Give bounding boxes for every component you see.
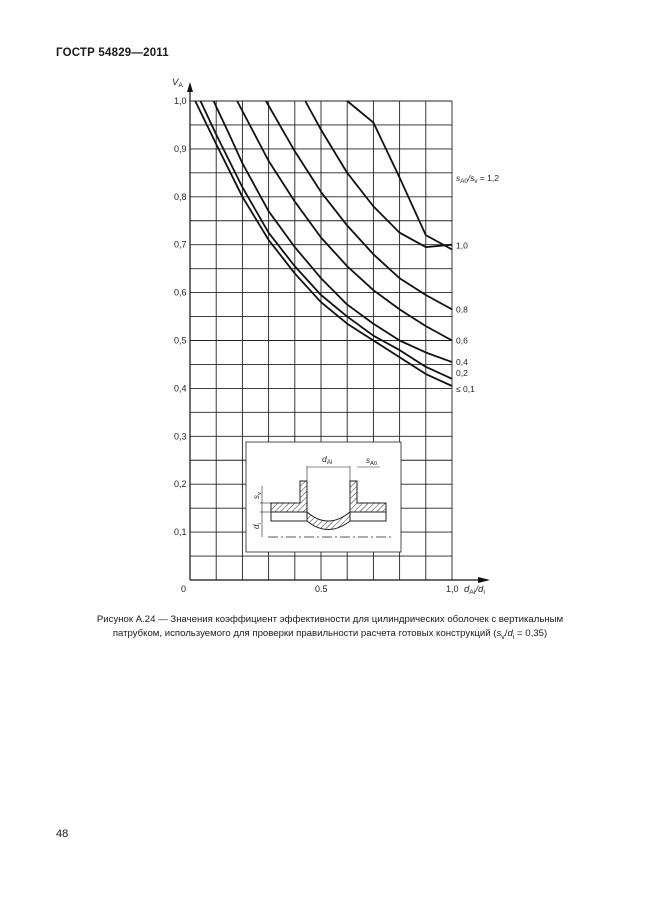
series-line-2 (214, 101, 452, 362)
y-axis-arrow (187, 82, 193, 92)
x-axis-arrow (478, 577, 490, 583)
chart-series-labels (456, 173, 499, 394)
caption-line-1: Рисунок А.24 — Значения коэффициент эффективности для цилиндрических оболочек с вертикальным (96, 614, 564, 625)
series-parameter-label: $s_{A0}/s_v = 1,2$ (456, 173, 499, 185)
series-label-5: 1,0 (456, 240, 468, 251)
x-tick-label: 1,0 (446, 584, 459, 594)
series-label-2: 0,4 (456, 357, 468, 368)
y-tick-label: 0,4 (174, 383, 187, 394)
inset-label-dAi: $d_{Ai}$ (322, 454, 333, 466)
chart-series (195, 101, 452, 386)
x-tick-label: 0.5 (315, 584, 328, 594)
y-tick-label: 0,9 (174, 143, 187, 154)
figure-caption (60, 613, 600, 645)
x-axis-label: $d_{Ai}/d_i$ (464, 584, 485, 596)
y-tick-label: 0,1 (174, 527, 187, 538)
series-label-1: 0,2 (456, 367, 468, 378)
y-tick-label: 0,3 (174, 431, 187, 442)
y-tick-label: 0,7 (174, 239, 187, 250)
inset-label-sA0: $s_{A0}$ (366, 456, 378, 467)
y-tick-label: 0,2 (174, 479, 187, 490)
nozzle-cross-section-diagram (246, 442, 401, 552)
y-tick-label: 0,5 (174, 335, 187, 346)
y-tick-label: 1,0 (174, 96, 187, 106)
series-line-5 (305, 101, 452, 247)
y-tick-label: 0,8 (174, 191, 187, 202)
document-header: ГОСТР 54829—2011 (56, 47, 169, 59)
inset-label-di: $d_i$ (252, 523, 263, 529)
caption-line-2: патрубком, используемого для проверки правильности расчета готовых конструкций $(s_v/d_i = 0,35)$ (112, 628, 548, 641)
y-tick-label: 0,6 (174, 287, 187, 298)
inset-label-sv: $s_v$ (252, 492, 263, 499)
series-label-0: ≤ 0,1 (456, 384, 475, 395)
y-axis-label: $V_A$ (172, 77, 183, 89)
x-tick-label: 0 (181, 584, 187, 594)
series-label-3: 0,6 (456, 335, 468, 346)
page-number: 48 (56, 828, 69, 840)
series-label-4: 0,8 (456, 304, 468, 315)
